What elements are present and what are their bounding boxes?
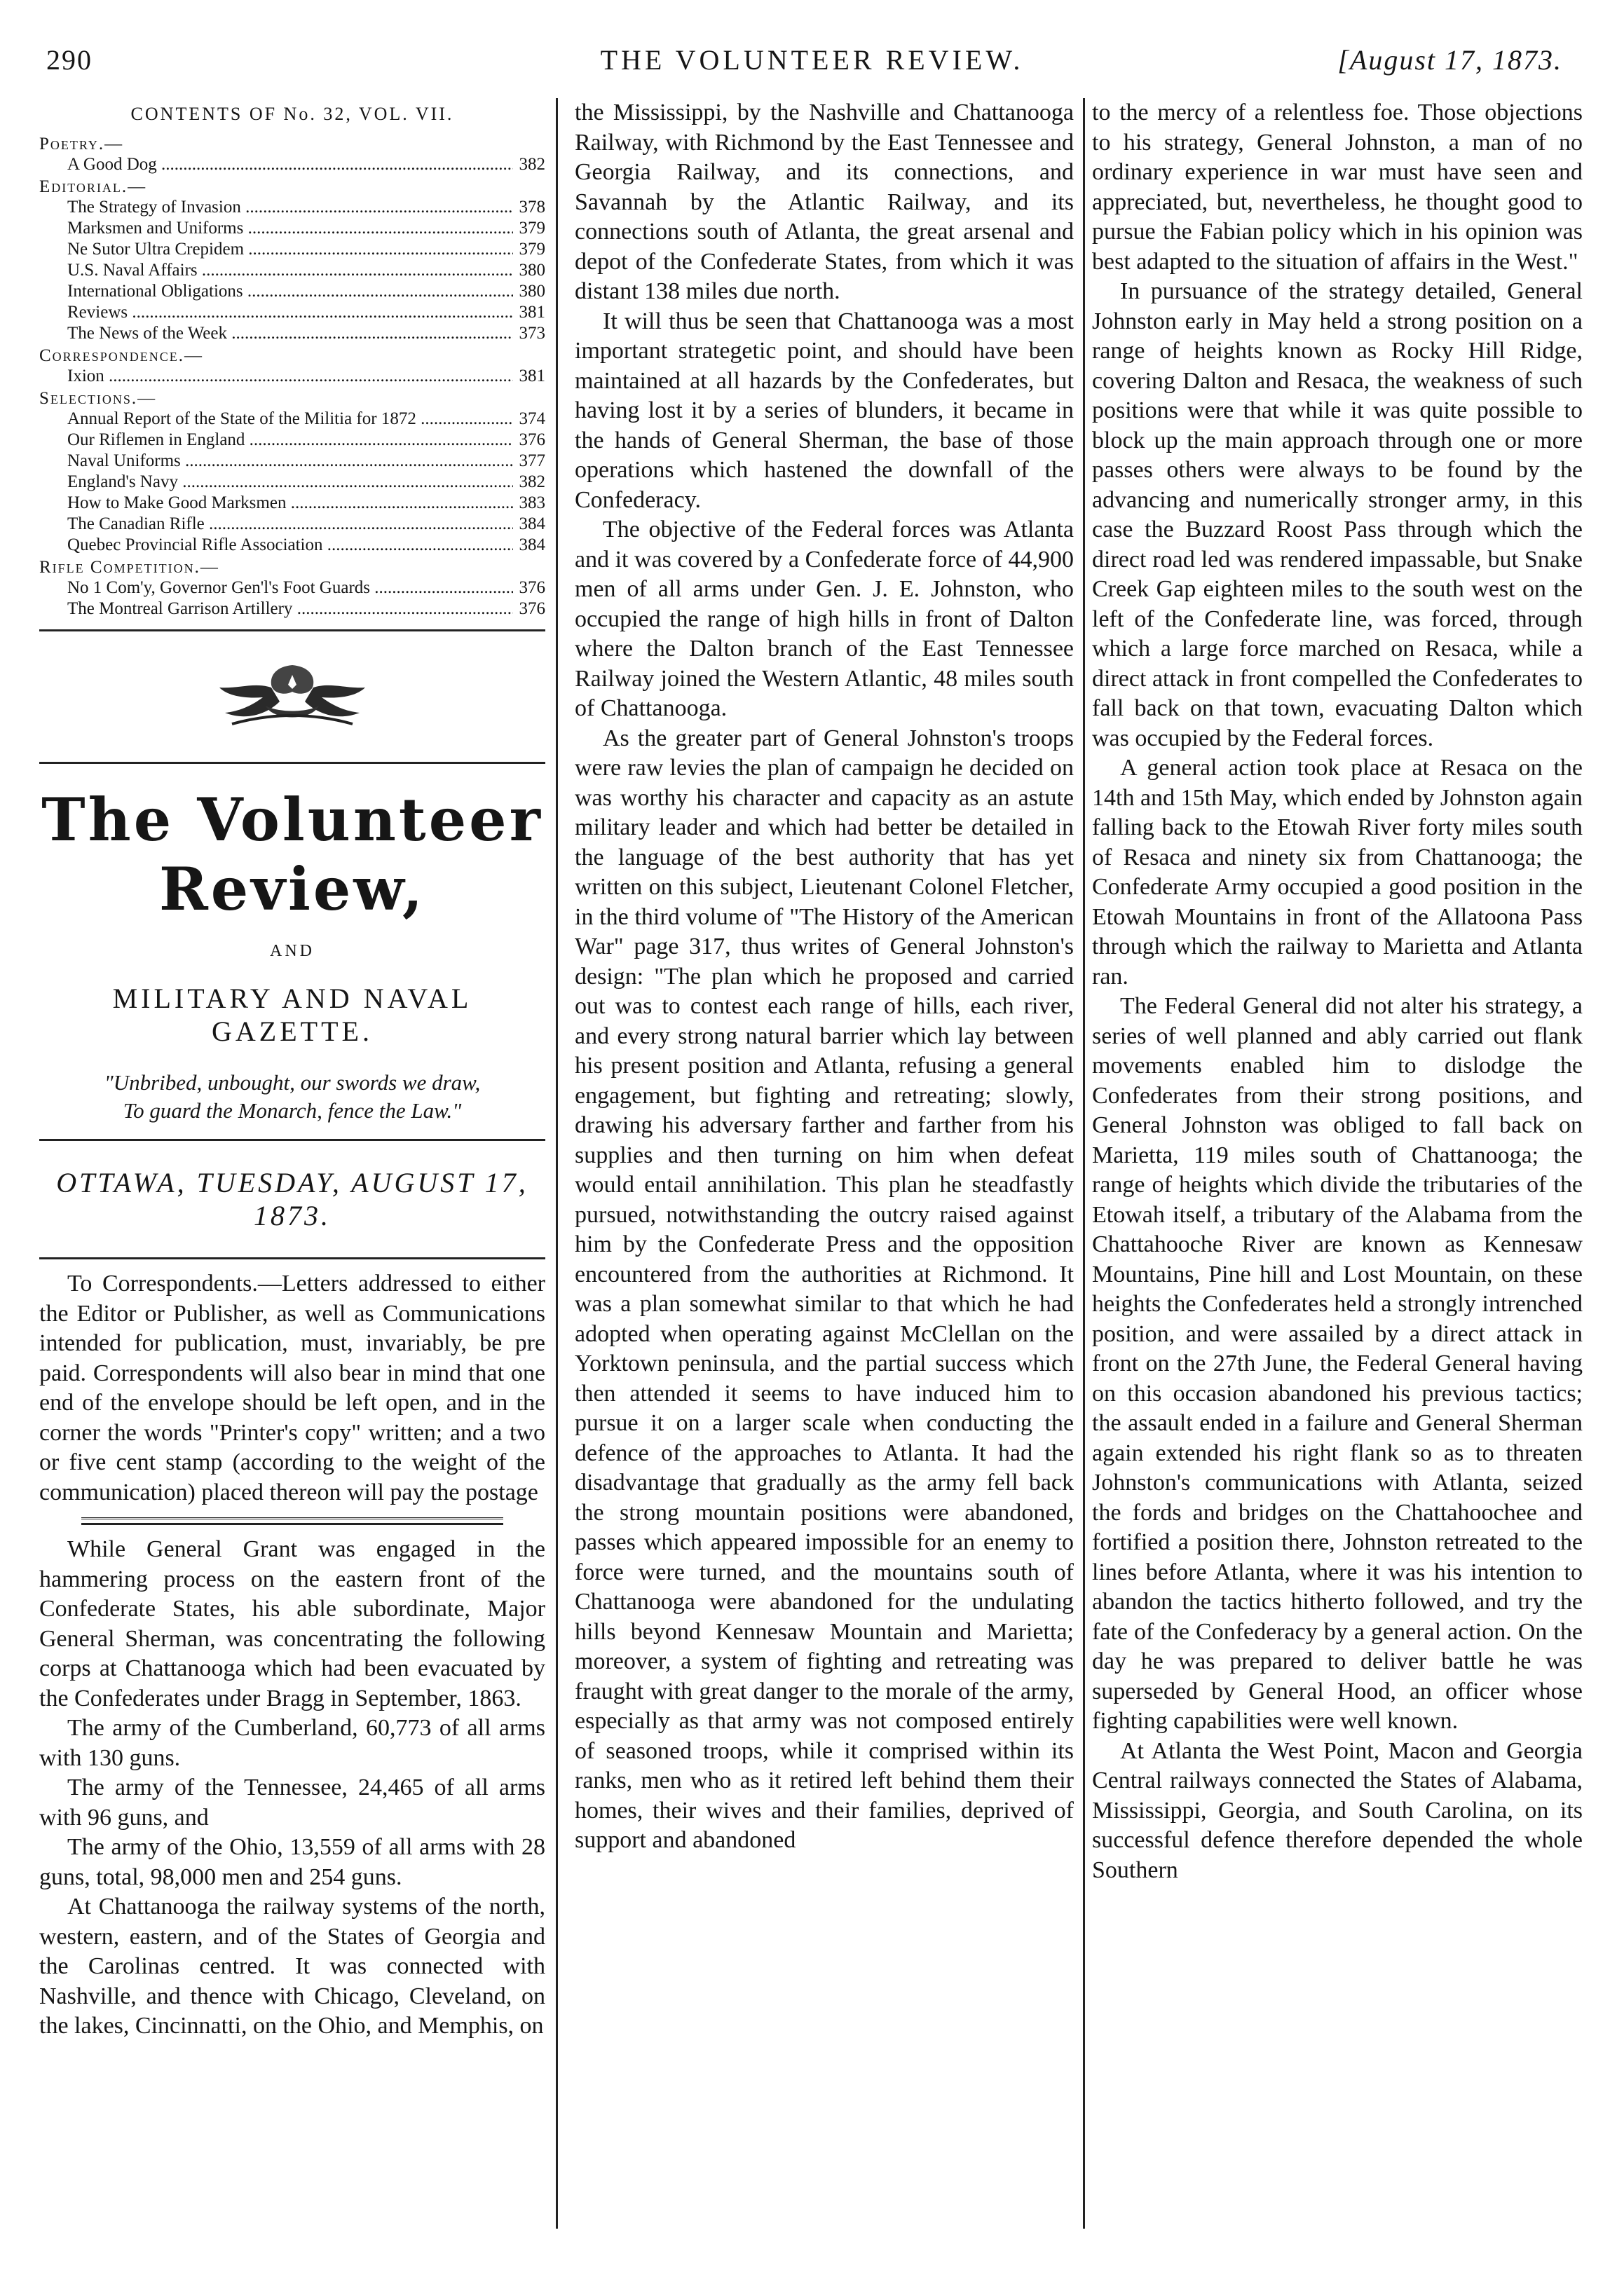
contents-entry-title: No 1 Com'y, Governor Gen'l's Foot Guards ..... [67, 577, 513, 599]
contents-entry [39, 260, 545, 281]
contents-entry-page: 384 [519, 535, 545, 554]
contents-entry [39, 409, 545, 430]
contents-entry [39, 366, 545, 387]
motto-line: "Unbribed, unbought, our swords we draw, [104, 1070, 481, 1095]
contents-section-heading: Correspondence.— [39, 346, 203, 365]
contents-entry-title: U.S. Naval Affairs ..... [67, 260, 513, 281]
contents-entry-page: 380 [519, 261, 545, 280]
contents-entry [39, 281, 545, 302]
contents-entry [39, 154, 545, 175]
contents-entry-page: 376 [519, 599, 545, 618]
contents-entry-page: 379 [519, 219, 545, 238]
contents-entry-page: 377 [519, 451, 545, 470]
contents-entry-title: Marksmen and Uniforms ..... [67, 218, 513, 239]
contents-entry [39, 239, 545, 260]
contents-entry-title: Naval Uniforms ..... [67, 451, 513, 472]
article-part [39, 1535, 545, 2042]
contents-title: CONTENTS OF No. 32, VOL. VII. [130, 104, 454, 124]
article-paragraph: The army of the Cumberland, 60,773 of all arms with 130 guns. [39, 1715, 545, 1771]
contents-entry [39, 218, 545, 239]
header-date: [August 17, 1873. [1337, 44, 1562, 76]
column-left [39, 98, 545, 2042]
contents-entry [39, 514, 545, 535]
contents-entry-page: 380 [519, 282, 545, 301]
contents-entry-page: 384 [519, 514, 545, 533]
contents-entry-page: 382 [519, 472, 545, 491]
contents-entry-page: 373 [519, 324, 545, 343]
article-paragraph: At Atlanta the West Point, Macon and Georgia Central railways connected the States of Alabama, Mississippi, Georgia, and South Carolina, on its successful defence therefore depended the whole Southern [1092, 1737, 1583, 1883]
contents-entry [39, 451, 545, 472]
contents-entry [39, 323, 545, 344]
article-paragraph: At Chattanooga the railway systems of the north, western, eastern, and of the States of Georgia and the Carolinas centred. It was connected with Nashville, and thence with Chicago, Cleveland, on the lakes, Cincinnatti, on the Ohio, and Memphis, on [39, 1894, 545, 2039]
column-right [1092, 98, 1583, 1885]
article-paragraph: The objective of the Federal forces was Atlanta and it was covered by a Confederate force of 44,900 men of all arms under Gen. J. E. Johnston, who occupied the range of high hills in front of Dalton where the Dalton branch of the East Tennessee Railway joined the Western Atlantic, 48 miles south of Chattanooga. [575, 517, 1074, 721]
contents-entry-title: International Obligations ..... [67, 281, 513, 302]
contents-entry-title: The Montreal Garrison Artillery ..... [67, 599, 513, 620]
contents-entry [39, 599, 545, 620]
divider [81, 1517, 503, 1525]
article-paragraph: to the mercy of a relentless foe. Those objections to his strategy, General Johnston, a man of no ordinary experience in war must have seen and appreciated, but, nevertheless, he thought good to pursue the Fabian policy which in his opinion was best adapted to the situation of affairs in the West." [1092, 100, 1583, 275]
contents-entry [39, 302, 545, 323]
divider [39, 629, 545, 631]
contents-entry-title: The Strategy of Invasion ..... [67, 197, 513, 218]
article-paragraph: As the greater part of General Johnston's troops were raw levies the plan of campaign he decided on was worthy his character and capacity as an astute military leader and which had better be detailed in the language of the best authority that has yet written on this subject, Lieutenant Colonel Fletcher, in the third volume of "The History of the American War" page 317, thus writes of General Johnston's design: "The plan which he proposed and carried out was to contest each range of hills, each river, and every strong natural barrier which lay between his present position and Atlanta, refusing a general engagement, but fighting and retreating; slowly, drawing his adversary farther and farther from his supplies and then turning on him when defeat would entail annihilation. This plan he steadfastly pursued, notwithstanding the outcry raised against him by the Confederate Press and the opposition encountered from the authorities at Richmond. It was a plan somewhat similar to that which he had adopted when operating against McClellan on the Yorktown peninsula, and the partial success which then attended it seems to have induced him to pursue it on a larger scale when conducting the defence of the approaches to Atlanta. It had the disadvantage that gradually as the army fell back the strong mountain positions were abandoned, passes which appeared impossible for an enemy to force were turned, and the mountains south of Chattanooga were abandoned for the undulating hills beyond Kennesaw Mountain and Marietta; moreover, a system of fighting and retreating was fraught with great danger to the morale of the army, especially as that army was not composed entirely of seasoned troops, while it comprised within its ranks, men who as it retired left behind them their homes, their wives and their families, deprived of support and abandoned [575, 725, 1074, 1853]
contents-entry-page: 379 [519, 240, 545, 259]
column-rule [556, 98, 558, 2229]
column-middle [575, 98, 1074, 1856]
article-paragraph: The army of the Ohio, 13,559 of all arms with 28 guns, total, 98,000 men and 254 guns. [39, 1834, 545, 1890]
contents-section-heading: Poetry.— [39, 135, 124, 153]
contents-entry-title: Ne Sutor Ultra Crepidem ..... [67, 239, 513, 260]
contents-entry [39, 472, 545, 493]
motto [39, 1069, 545, 1125]
contents-entry-page: 376 [519, 430, 545, 449]
article-paragraph: It will thus be seen that Chattanooga was a most important strategetic point, and should have been maintained at all hazards by the Confederates, but having lost it by a series of blunders, it became in the hands of General Sherman, the base of those operations which hastened the downfall of the Confederacy. [575, 308, 1074, 513]
article-paragraph: The Federal General did not alter his strategy, a series of well planned and ably carried out flank movements enabled him to dislodge the Confederates from their strong positions, and General Johnston was obliged to fall back on Marietta, 119 miles south of Chattanooga; the range of heights which divide the tributaries of the Etowah itself, a tributary of the Alabama from the Chattahooche River are known as Kennesaw Mountains, Pine hill and Lost Mountain, on these heights the Confederates held a strongly intrenched position, and were assailed by a direct attack in front on the 27th June, the Federal General having on this occasion abandoned his previous tactics; the assault ended in a failure and General Sherman again extended his right flank so as to threaten Johnston's communications with Atlanta, seized the fords and bridges on the Chattahoochee and fortified a position there, Johnston retreated to the lines before Atlanta, where it was his intention to abandon the tactics hitherto followed, and try the fate of the Confederacy by a general action. On the day he was prepared to deliver battle he was superseded by General Hood, an officer whose fighting capabilities were well known. [1092, 993, 1583, 1734]
page-header [0, 43, 1624, 86]
ornament-icon [187, 657, 397, 734]
contents-entry-title: England's Navy ..... [67, 472, 513, 493]
masthead-and: AND [270, 942, 315, 960]
contents-entry [39, 577, 545, 599]
contents-entry-title: Annual Report of the State of the Militia for 1872 ..... [67, 409, 513, 430]
contents-entry-page: 374 [519, 409, 545, 428]
motto-line: To guard the Monarch, fence the Law." [123, 1098, 462, 1123]
contents-section-heading: Selections.— [39, 389, 157, 408]
masthead-subtitle: MILITARY AND NAVAL GAZETTE. [112, 983, 472, 1047]
article-paragraph: In pursuance of the strategy detailed, General Johnston early in May held a strong position on a range of heights known as Rocky Hill Ridge, covering Dalton and Resaca, the weakness of such positions were that while it was quite possible to block up the main approach through one or more passes others were always to be found by the advancing and numerically stronger army, in this case the Buzzard Roost Pass through which the direct road led was rendered impassable, but Snake Creek Gap eighteen miles to the south west on the left of the Confederate line, was forced, through which a large force marched on Resaca, while a direct attack in front compelled the Confederates to fall back on that town, evacuating Dalton which was occupied by the Federal forces. [1092, 278, 1583, 751]
contents-section-heading: Editorial.— [39, 177, 147, 196]
contents-entry-title: Reviews ..... [67, 302, 513, 323]
page-number: 290 [46, 44, 93, 76]
contents-entry [39, 535, 545, 556]
contents-entry-title: The Canadian Rifle ..... [67, 514, 513, 535]
contents-entry-title: A Good Dog ..... [67, 154, 513, 175]
contents-entry-page: 383 [519, 493, 545, 512]
contents-entry-page: 376 [519, 578, 545, 597]
running-title: THE VOLUNTEER REVIEW. [600, 44, 1024, 76]
contents-entry-title: Our Riflemen in England ..... [67, 430, 513, 451]
contents-entry-page: 381 [519, 367, 545, 385]
article-paragraph: The army of the Tennessee, 24,465 of all arms with 96 guns, and [39, 1775, 545, 1831]
article-part [575, 98, 1074, 1856]
correspondents-notice: To Correspondents.—Letters addressed to either the Editor or Publisher, as well as Communications intended for publication, must, invariably, be pre paid. Correspondents will also bear in mind that one end of the envelope should be left open, and in the corner the words "Printer's copy" written; and a two or five cent stamp (according to the weight of the communication) placed thereon will pay the postage [39, 1271, 545, 1505]
contents-entry [39, 197, 545, 218]
article-paragraph: A general action took place at Resaca on the 14th and 15th May, which ended by Johnston again falling back to the Etowah River forty miles south of Resaca and ninety six from Chattanooga; the Confederate Army occupied a good position in the Etowah Mountains in front of the Allatoona Pass through which the railway to Marietta and Atlanta ran. [1092, 755, 1583, 990]
divider [39, 1257, 545, 1259]
masthead-name: The Volunteer Review, [41, 785, 543, 924]
contents-entry [39, 430, 545, 451]
contents-entry-title: The News of the Week ..... [67, 323, 513, 344]
contents-list [39, 135, 545, 620]
dateline: OTTAWA, TUESDAY, AUGUST 17, 1873. [56, 1167, 528, 1231]
article-paragraph: While General Grant was engaged in the hammering process on the eastern front of the Confederate States, his able subordinate, Major General Sherman, was concentrating the following corps at Chattanooga which had been evacuated by the Confederates under Bragg in September, 1863. [39, 1536, 545, 1711]
contents-entry [39, 493, 545, 514]
contents-entry-title: How to Make Good Marksmen ..... [67, 493, 513, 514]
contents-entry-page: 378 [519, 198, 545, 217]
article-part [1092, 98, 1583, 1885]
article-paragraph: the Mississippi, by the Nashville and Chattanooga Railway, with Richmond by the East Tennessee and Georgia Railway, and its connections, and Savannah by the Atlantic Railway, and its connections south of Atlanta, the great arsenal and depot of the Confederate States, from which it was distant 138 miles due north. [575, 100, 1074, 304]
contents-entry-title: Quebec Provincial Rifle Association ..... [67, 535, 513, 556]
contents-entry-page: 381 [519, 303, 545, 322]
contents-section-heading: Rifle Competition.— [39, 558, 219, 577]
contents-entry-title: Ixion ..... [67, 366, 513, 387]
column-rule [1083, 98, 1085, 2229]
contents-entry-page: 382 [519, 155, 545, 174]
divider [39, 1139, 545, 1141]
divider [39, 762, 545, 764]
